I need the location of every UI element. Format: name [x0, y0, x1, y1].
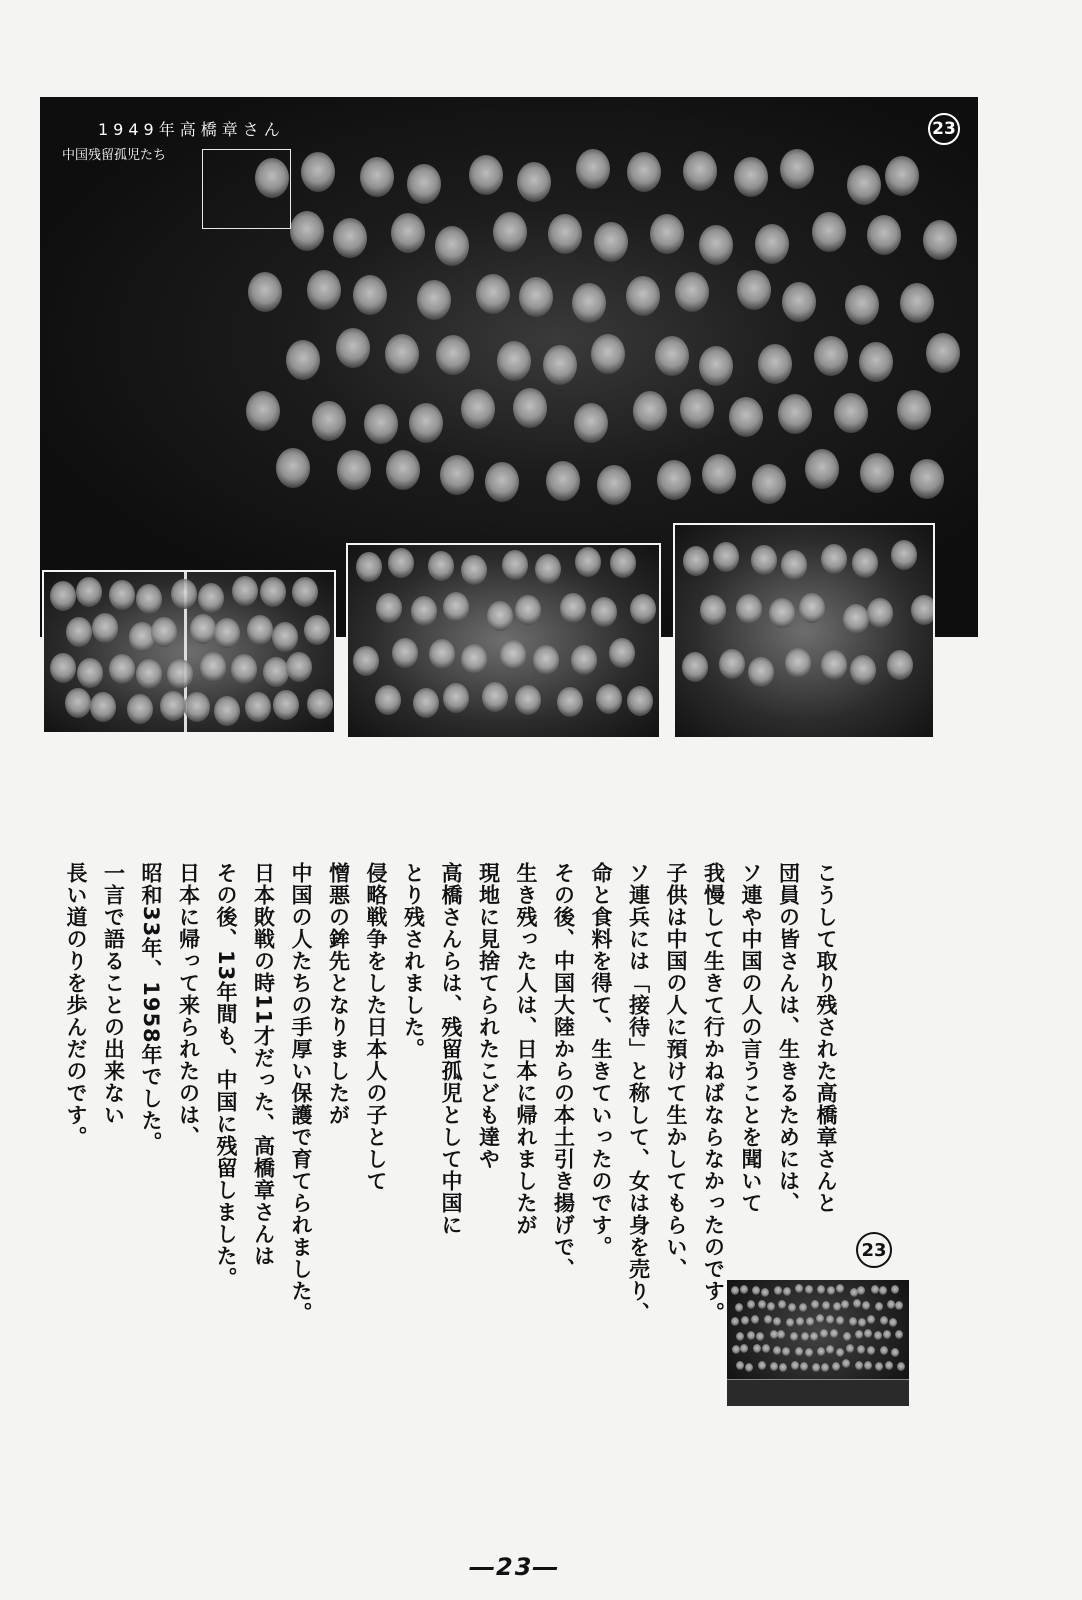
person-face — [833, 1302, 841, 1311]
person-face — [885, 1361, 893, 1370]
person-face — [849, 1317, 857, 1326]
person-face — [571, 645, 597, 675]
person-face — [627, 686, 653, 716]
text-line: ソ連兵には「接待」と称して、女は身を売り、 — [626, 862, 651, 1324]
person-face — [758, 344, 792, 384]
person-face — [50, 581, 76, 611]
person-face — [732, 1345, 740, 1354]
person-face — [850, 655, 876, 685]
person-face — [497, 341, 531, 381]
person-face — [214, 618, 240, 648]
person-face — [502, 550, 528, 580]
person-face — [867, 598, 893, 628]
person-face — [572, 283, 606, 323]
person-face — [799, 593, 825, 623]
person-face — [675, 272, 709, 312]
person-face — [260, 577, 286, 607]
person-face — [627, 152, 661, 192]
person-face — [461, 389, 495, 429]
person-face — [214, 696, 240, 726]
person-face — [769, 598, 795, 628]
person-face — [751, 545, 777, 575]
person-face — [805, 1348, 813, 1357]
text-line: その後、13年間も、中国に残留しました。 — [214, 862, 238, 1290]
person-face — [756, 1332, 764, 1341]
person-face — [758, 1300, 766, 1309]
person-face — [190, 614, 216, 644]
person-face — [66, 617, 92, 647]
person-face — [897, 1362, 905, 1371]
person-face — [857, 1345, 865, 1354]
person-face — [745, 1363, 753, 1372]
person-face — [513, 388, 547, 428]
person-face — [290, 211, 324, 251]
person-face — [461, 555, 487, 585]
person-face — [810, 1332, 818, 1341]
person-face — [883, 1330, 891, 1339]
person-face — [700, 595, 726, 625]
person-face — [232, 576, 258, 606]
person-face — [286, 340, 320, 380]
person-face — [167, 659, 193, 689]
text-line: こうして取り残された高橋章さんと — [814, 862, 838, 1214]
person-face — [845, 285, 879, 325]
person-face — [680, 389, 714, 429]
person-face — [609, 638, 635, 668]
person-face — [519, 277, 553, 317]
person-face — [731, 1286, 739, 1295]
person-face — [761, 1288, 769, 1297]
person-face — [391, 213, 425, 253]
person-face — [90, 692, 116, 722]
person-face — [805, 1285, 813, 1294]
person-face — [762, 1344, 770, 1353]
person-face — [286, 652, 312, 682]
person-face — [127, 694, 153, 724]
person-face — [822, 1301, 830, 1310]
person-face — [736, 594, 762, 624]
text-line: 侵略戦争をした日本人の子として — [364, 862, 388, 1192]
person-face — [353, 646, 379, 676]
person-face — [487, 601, 513, 631]
person-face — [790, 1332, 798, 1341]
person-face — [312, 401, 346, 441]
person-face — [773, 1346, 781, 1355]
person-face — [855, 1361, 863, 1370]
person-face — [386, 450, 420, 490]
person-face — [385, 334, 419, 374]
person-face — [846, 1344, 854, 1353]
person-face — [900, 283, 934, 323]
person-face — [911, 595, 935, 625]
text-line: その後、中国大陸からの本土引き揚げで、 — [551, 862, 576, 1280]
person-face — [891, 1348, 899, 1357]
person-face — [781, 550, 807, 580]
highlight-box — [202, 149, 291, 229]
person-face — [657, 460, 691, 500]
person-face — [814, 336, 848, 376]
person-face — [535, 554, 561, 584]
person-face — [360, 157, 394, 197]
person-face — [826, 1345, 834, 1354]
text-line: 我慢して生きて行かねばならなかったのです。 — [701, 862, 726, 1324]
person-face — [307, 689, 333, 719]
person-face — [392, 638, 418, 668]
person-face — [109, 654, 135, 684]
person-face — [248, 272, 282, 312]
text-line: とり残されました。 — [401, 862, 426, 1060]
person-face — [867, 1346, 875, 1355]
person-face — [543, 345, 577, 385]
person-face — [764, 1315, 772, 1324]
person-face — [65, 688, 91, 718]
text-line: 憎悪の鉾先となりましたが — [326, 862, 351, 1126]
person-face — [841, 1300, 849, 1309]
person-face — [821, 544, 847, 574]
person-face — [736, 1332, 744, 1341]
person-face — [650, 214, 684, 254]
person-face — [231, 654, 257, 684]
person-face — [889, 1318, 897, 1327]
person-face — [817, 1347, 825, 1356]
text-line: 団員の皆さんは、生きるためには、 — [776, 862, 801, 1214]
person-face — [307, 270, 341, 310]
person-face — [864, 1329, 872, 1338]
person-face — [594, 222, 628, 262]
person-face — [788, 1303, 796, 1312]
person-face — [136, 659, 162, 689]
person-face — [857, 1286, 865, 1295]
person-face — [77, 658, 103, 688]
person-face — [875, 1302, 883, 1311]
inset-photo-children-right — [673, 523, 935, 739]
person-face — [591, 334, 625, 374]
person-face — [752, 464, 786, 504]
person-face — [246, 391, 280, 431]
person-face — [752, 1286, 760, 1295]
person-face — [151, 617, 177, 647]
person-face — [910, 459, 944, 499]
person-face — [184, 692, 210, 722]
person-face — [247, 615, 273, 645]
person-face — [546, 461, 580, 501]
person-face — [827, 1286, 835, 1295]
person-face — [276, 448, 310, 488]
person-face — [747, 1331, 755, 1340]
person-face — [783, 1287, 791, 1296]
person-face — [417, 280, 451, 320]
text-line: 日本敗戦の時11才だった、高橋章さんは — [251, 862, 276, 1268]
person-face — [740, 1344, 748, 1353]
person-face — [842, 1359, 850, 1368]
person-face — [301, 152, 335, 192]
person-face — [795, 1347, 803, 1356]
person-face — [864, 1361, 872, 1370]
person-face — [633, 391, 667, 431]
person-face — [801, 1332, 809, 1341]
person-face — [515, 685, 541, 715]
person-face — [782, 282, 816, 322]
person-face — [811, 1300, 819, 1309]
person-face — [853, 1299, 861, 1308]
person-face — [560, 593, 586, 623]
person-face — [767, 1302, 775, 1311]
person-face — [576, 149, 610, 189]
person-face — [895, 1330, 903, 1339]
text-line: 日本に帰って来られたのは、 — [176, 862, 201, 1148]
person-face — [791, 1361, 799, 1370]
person-face — [469, 155, 503, 195]
person-face — [887, 650, 913, 680]
person-face — [533, 645, 559, 675]
text-line: 昭和33年、1958年でした。 — [139, 862, 163, 1154]
person-face — [699, 225, 733, 265]
person-face — [880, 1316, 888, 1325]
person-face — [333, 218, 367, 258]
person-face — [885, 156, 919, 196]
thumbnail-inset-strip — [727, 1379, 909, 1406]
thumbnail-number-badge: 23 — [856, 1232, 892, 1268]
person-face — [843, 604, 869, 634]
person-face — [443, 592, 469, 622]
person-face — [364, 404, 398, 444]
person-face — [376, 593, 402, 623]
body-text-vertical — [57, 862, 845, 1382]
person-face — [860, 453, 894, 493]
text-line: 生き残った人は、日本に帰れましたが — [514, 862, 538, 1236]
person-face — [836, 1316, 844, 1325]
person-face — [755, 224, 789, 264]
person-face — [336, 328, 370, 368]
person-face — [740, 1285, 748, 1294]
person-face — [713, 542, 739, 572]
person-face — [748, 657, 774, 687]
person-face — [353, 275, 387, 315]
person-face — [858, 1318, 866, 1327]
person-face — [780, 149, 814, 189]
person-face — [245, 692, 271, 722]
person-face — [782, 1347, 790, 1356]
person-face — [773, 1317, 781, 1326]
person-face — [867, 215, 901, 255]
person-face — [388, 548, 414, 578]
text-line: 中国の人たちの手厚い保護で育てられました。 — [289, 862, 313, 1324]
person-face — [272, 622, 298, 652]
text-line: 子供は中国の人に預けて生かしてもらい、 — [664, 862, 688, 1280]
person-face — [897, 390, 931, 430]
person-face — [834, 393, 868, 433]
person-face — [785, 648, 811, 678]
person-face — [737, 270, 771, 310]
person-face — [630, 594, 656, 624]
person-face — [795, 1284, 803, 1293]
person-face — [200, 652, 226, 682]
person-face — [891, 1285, 899, 1294]
person-face — [735, 1303, 743, 1312]
person-face — [136, 584, 162, 614]
person-face — [747, 1300, 755, 1309]
person-face — [626, 276, 660, 316]
inset-photo-children-left — [42, 570, 336, 734]
inset-photo-children-center — [346, 543, 661, 739]
person-face — [843, 1332, 851, 1341]
person-face — [820, 1329, 828, 1338]
person-face — [805, 449, 839, 489]
person-face — [926, 333, 960, 373]
person-face — [867, 1315, 875, 1324]
person-face — [50, 653, 76, 683]
person-face — [409, 403, 443, 443]
person-face — [895, 1301, 903, 1310]
person-face — [821, 1363, 829, 1372]
person-face — [429, 639, 455, 669]
person-face — [198, 583, 224, 613]
person-face — [273, 690, 299, 720]
person-face — [832, 1362, 840, 1371]
person-face — [736, 1361, 744, 1370]
person-face — [337, 450, 371, 490]
person-face — [887, 1300, 895, 1309]
person-face — [719, 649, 745, 679]
person-face — [806, 1317, 814, 1326]
person-face — [597, 465, 631, 505]
person-face — [830, 1329, 838, 1338]
person-face — [109, 580, 135, 610]
person-face — [799, 1303, 807, 1312]
person-face — [770, 1362, 778, 1371]
person-face — [734, 157, 768, 197]
person-face — [778, 1300, 786, 1309]
person-face — [407, 164, 441, 204]
person-face — [682, 652, 708, 682]
text-line: ソ連や中国の人の言うことを聞いて — [739, 862, 763, 1214]
person-face — [751, 1315, 759, 1324]
person-face — [411, 596, 437, 626]
text-line: 命と食料を得て、生きていったのです。 — [589, 862, 613, 1258]
person-face — [76, 577, 102, 607]
person-face — [729, 397, 763, 437]
person-face — [476, 274, 510, 314]
person-face — [812, 212, 846, 252]
person-face — [443, 683, 469, 713]
person-face — [596, 684, 622, 714]
person-face — [517, 162, 551, 202]
person-face — [485, 462, 519, 502]
thumbnail-photo — [727, 1280, 909, 1406]
person-face — [875, 1362, 883, 1371]
person-face — [413, 688, 439, 718]
person-face — [610, 548, 636, 578]
person-face — [461, 644, 487, 674]
photo-caption-subtitle: 中国残留孤児たち — [62, 148, 167, 163]
person-face — [171, 579, 197, 609]
person-face — [859, 342, 893, 382]
person-face — [482, 682, 508, 712]
person-face — [758, 1361, 766, 1370]
page-number: ―23― — [470, 1553, 560, 1581]
person-face — [847, 165, 881, 205]
person-face — [574, 403, 608, 443]
text-line: 現地に見捨てられたこども達や — [476, 862, 501, 1170]
person-face — [515, 595, 541, 625]
person-face — [160, 691, 186, 721]
person-face — [812, 1363, 820, 1372]
person-face — [880, 1346, 888, 1355]
person-face — [655, 336, 689, 376]
person-face — [796, 1317, 804, 1326]
person-face — [862, 1301, 870, 1310]
person-face — [879, 1286, 887, 1295]
text-line: 長い道のりを歩んだのです。 — [64, 862, 88, 1148]
person-face — [436, 335, 470, 375]
person-face — [786, 1318, 794, 1327]
person-face — [440, 455, 474, 495]
person-face — [778, 394, 812, 434]
person-face — [817, 1285, 825, 1294]
person-face — [575, 547, 601, 577]
person-face — [855, 1330, 863, 1339]
person-face — [92, 613, 118, 643]
person-face — [731, 1317, 739, 1326]
photo-number-badge: 23 — [928, 113, 960, 145]
person-face — [548, 214, 582, 254]
person-face — [683, 546, 709, 576]
person-face — [741, 1316, 749, 1325]
person-face — [891, 540, 917, 570]
person-face — [836, 1284, 844, 1293]
person-face — [774, 1286, 782, 1295]
person-face — [263, 657, 289, 687]
person-face — [500, 640, 526, 670]
person-face — [871, 1285, 879, 1294]
person-face — [435, 226, 469, 266]
person-face — [836, 1348, 844, 1357]
person-face — [683, 151, 717, 191]
text-line: 一言で語ることの出来ない — [101, 862, 126, 1126]
person-face — [356, 552, 382, 582]
person-face — [826, 1315, 834, 1324]
person-face — [304, 615, 330, 645]
text-line: 高橋さんらは、残留孤児として中国に — [439, 862, 463, 1236]
person-face — [699, 346, 733, 386]
person-face — [591, 597, 617, 627]
person-face — [493, 212, 527, 252]
person-face — [777, 1330, 785, 1339]
person-face — [702, 454, 736, 494]
person-face — [821, 650, 847, 680]
person-face — [800, 1362, 808, 1371]
person-face — [779, 1363, 787, 1372]
person-face — [852, 548, 878, 578]
person-face — [428, 551, 454, 581]
person-face — [292, 577, 318, 607]
person-face — [816, 1314, 824, 1323]
person-face — [923, 220, 957, 260]
person-face — [557, 687, 583, 717]
photo-caption-year: 1949年高橋章さん — [98, 120, 285, 139]
person-face — [375, 685, 401, 715]
person-face — [874, 1331, 882, 1340]
person-face — [753, 1344, 761, 1353]
